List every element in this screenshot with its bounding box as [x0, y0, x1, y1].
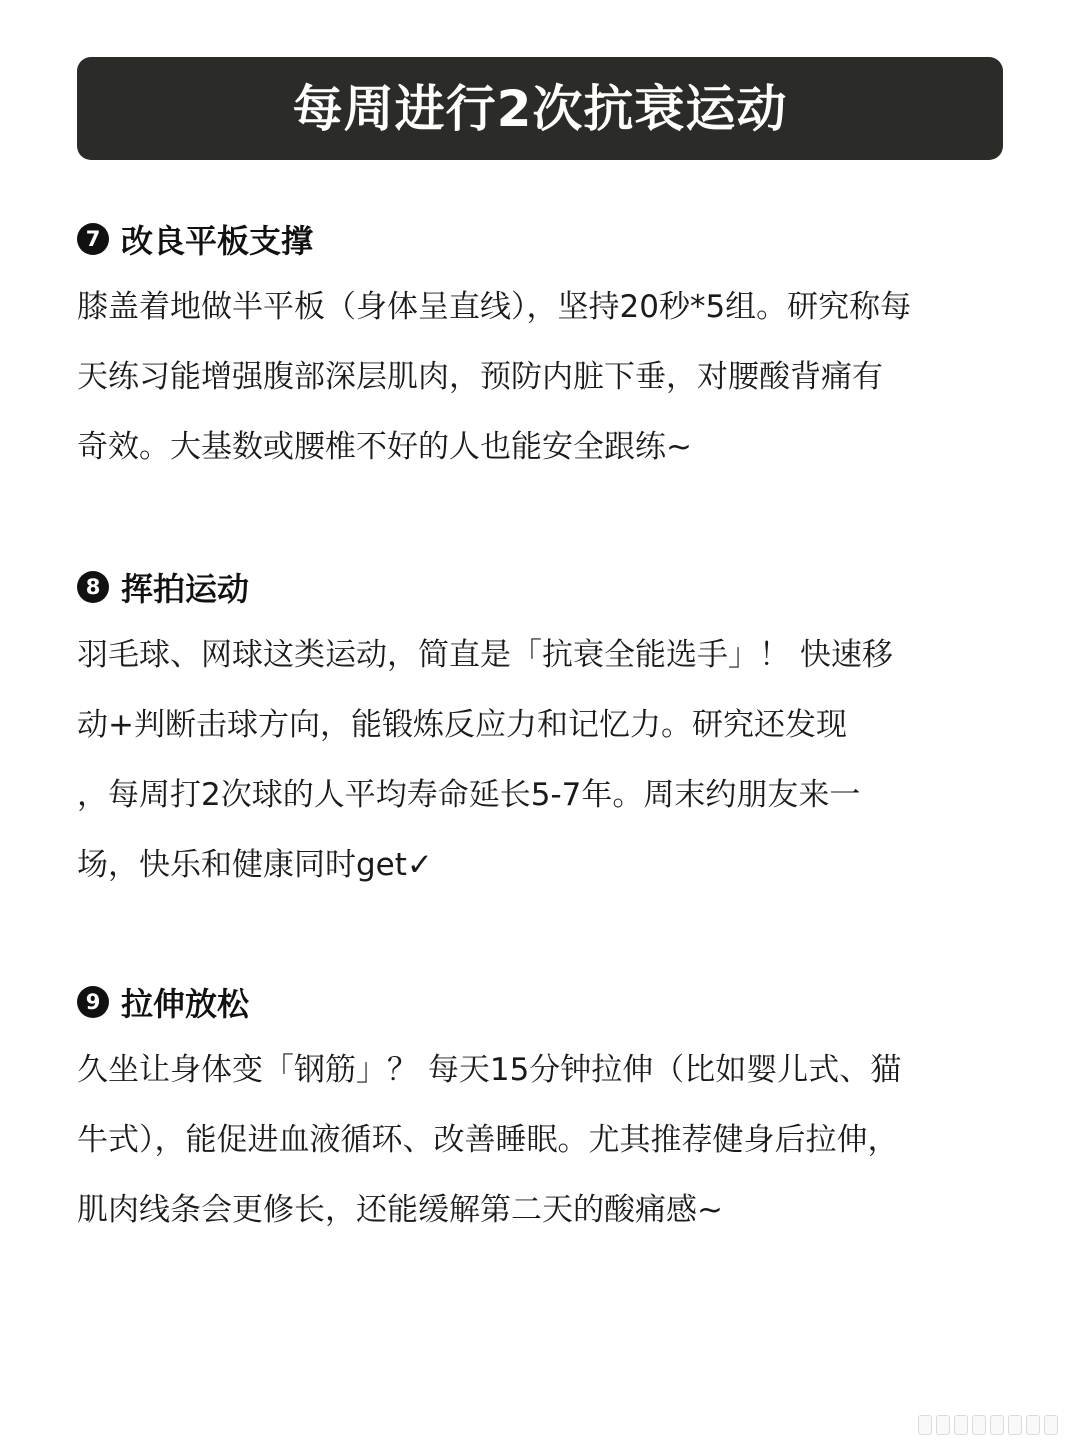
section-racket — [77, 562, 1007, 900]
paragraph-line: 天练习能增强腹部深层肌肉，预防内脏下垂，对腰酸背痛有 — [77, 359, 883, 395]
paragraph-line: ，每周打2次球的人平均寿命延长5-7年。周末约朋友来一 — [77, 777, 861, 813]
paragraph-line: 场，快乐和健康同时get✓ — [77, 847, 433, 883]
section-heading — [77, 214, 1007, 264]
section-plank — [77, 214, 1007, 482]
watermark-mark-icon — [1008, 1415, 1022, 1435]
section-body — [77, 620, 1007, 900]
section-body — [77, 272, 1007, 482]
watermark-mark-icon — [936, 1415, 950, 1435]
watermark-mark-icon — [1026, 1415, 1040, 1435]
section-title: 拉伸放松 — [121, 985, 250, 1023]
watermark-mark-icon — [1044, 1415, 1058, 1435]
number-badge: 7 — [77, 223, 109, 255]
paragraph-line: 肌肉线条会更修长，还能缓解第二天的酸痛感~ — [77, 1192, 723, 1228]
number-badge: 9 — [77, 986, 109, 1018]
section-body — [77, 1035, 1007, 1245]
watermark-mark-icon — [990, 1415, 1004, 1435]
section-heading — [77, 562, 1007, 612]
section-title: 改良平板支撑 — [121, 222, 314, 260]
page-title: 每周进行2次抗衰运动 — [292, 79, 788, 138]
paragraph-line: 奇效。大基数或腰椎不好的人也能安全跟练~ — [77, 429, 692, 465]
watermark-mark-icon — [918, 1415, 932, 1435]
section-stretch — [77, 977, 1007, 1245]
paragraph-line: 动+判断击球方向，能锻炼反应力和记忆力。研究还发现 — [77, 707, 847, 743]
header-banner — [77, 57, 1003, 160]
section-title: 挥拍运动 — [121, 570, 250, 608]
watermark-mark-icon — [972, 1415, 986, 1435]
paragraph-line: 膝盖着地做半平板（身体呈直线），坚持20秒*5组。研究称每 — [77, 289, 912, 325]
section-heading — [77, 977, 1007, 1027]
number-badge: 8 — [77, 571, 109, 603]
paragraph-line: 久坐让身体变「钢筋」？ 每天15分钟拉伸（比如婴儿式、猫 — [77, 1052, 902, 1088]
paragraph-line: 牛式），能促进血液循环、改善睡眠。尤其推荐健身后拉伸， — [77, 1122, 899, 1158]
watermark-icon — [918, 1415, 1058, 1435]
watermark-mark-icon — [954, 1415, 968, 1435]
paragraph-line: 羽毛球、网球这类运动，简直是「抗衰全能选手」！ 快速移 — [77, 637, 893, 673]
